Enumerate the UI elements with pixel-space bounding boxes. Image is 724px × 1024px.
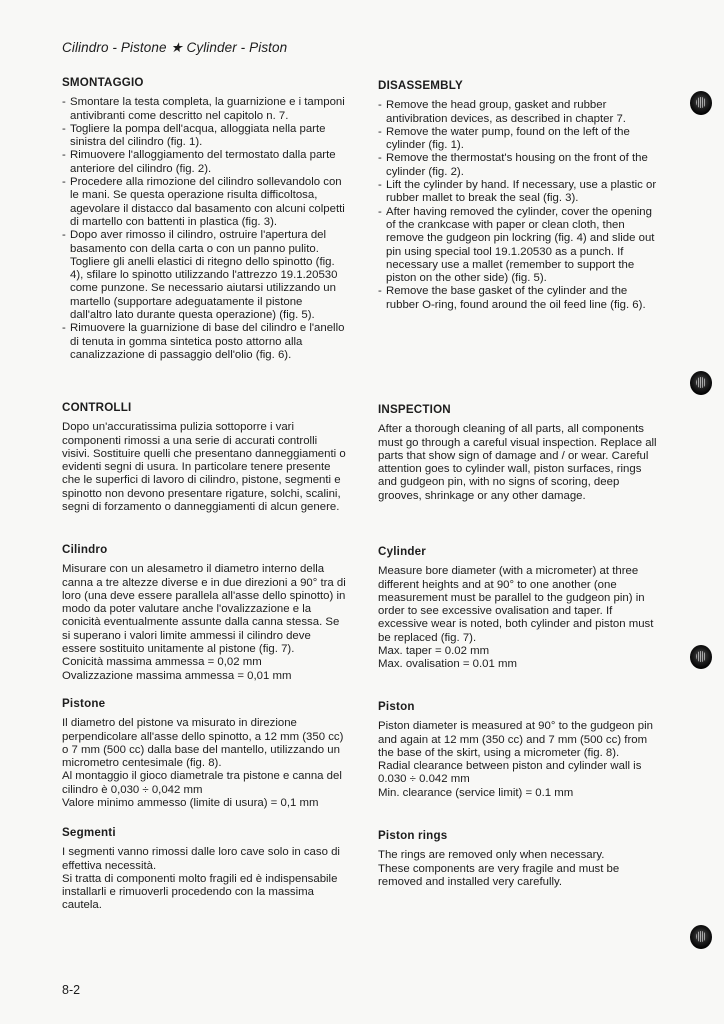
heading-pistone: Pistone xyxy=(62,697,106,710)
section-piston-rings xyxy=(378,829,663,889)
paragraph: The rings are removed only when necessary. xyxy=(378,849,605,862)
spec-line: Max. taper = 0.02 mm xyxy=(378,645,490,658)
list-item: - Remove the base gasket of the cylinder and the rubber O-ring, found around the oil feed line (fig. 6). xyxy=(378,285,663,312)
paragraph: Radial clearance between piston and cylinder wall is 0.030 ÷ 0.042 mm xyxy=(378,760,642,786)
paragraph: Measure bore diameter (with a micrometer) at three different heights and at 90° to one another (one measurement must be parallel to the gudgeon pin) in order to see excessive ovalisation and taper. If excessive wear is noted, both cylinder and piston must be replaced (fig. 7). xyxy=(378,565,654,644)
list-item: - Togliere la pompa dell'acqua, alloggiata nella parte sinistra del cilindro (fig. 1). xyxy=(62,123,347,150)
spec-line: Max. ovalisation = 0.01 mm xyxy=(378,658,517,671)
paragraph: These components are very fragile and must be removed and installed very carefully. xyxy=(378,862,620,888)
section-smontaggio xyxy=(62,76,347,362)
binder-hole-mark xyxy=(690,645,712,669)
list-item: - Remove the thermostat's housing on the front of the cylinder (fig. 2). xyxy=(378,152,663,179)
heading-segmenti: Segmenti xyxy=(62,826,116,839)
binder-hole-mark xyxy=(690,925,712,949)
section-pistone xyxy=(62,697,347,810)
smontaggio-list xyxy=(62,96,347,362)
heading-smontaggio: SMONTAGGIO xyxy=(62,76,144,89)
heading-cilindro: Cilindro xyxy=(62,543,108,556)
section-cylinder xyxy=(378,545,663,672)
heading-cylinder: Cylinder xyxy=(378,545,426,558)
list-item: - Remove the head group, gasket and rubber antivibration devices, as described in chapter 7. xyxy=(378,99,663,126)
paragraph: Piston diameter is measured at 90° to the gudgeon pin and again at 12 mm (350 cc) and 7 mm (500 cc) from the base of the skirt, using a micrometer (fig. 8). xyxy=(378,720,653,759)
list-item: - Lift the cylinder by hand. If necessary, use a plastic or rubber mallet to break the seal (fig. 3). xyxy=(378,179,663,206)
spec-line: Ovalizzazione massima ammessa = 0,01 mm xyxy=(62,669,292,682)
heading-piston: Piston xyxy=(378,700,415,713)
page-number: 8-2 xyxy=(62,983,81,997)
spec-line: Conicità massima ammessa = 0,02 mm xyxy=(62,656,262,669)
list-item: - Rimuovere la guarnizione di base del cilindro e l'anello di tenuta in gomma sintetica posto attorno alla canalizzazione di passaggio dell'olio (fig. 6). xyxy=(62,322,347,362)
section-controlli xyxy=(62,401,347,514)
list-item: - Procedere alla rimozione del cilindro sollevandolo con le mani. Se questa operazione risulta difficoltosa, agevolare il distacco dal basamento con alcuni colpetti di martello con battenti in plastica (fig. 3). xyxy=(62,176,347,229)
paragraph: Al montaggio il gioco diametrale tra pistone e canna del cilindro è 0,030 ÷ 0,042 mm xyxy=(62,770,342,796)
list-item: - Smontare la testa completa, la guarnizione e i tamponi antivibranti come descritto nel capitolo n. 7. xyxy=(62,96,347,123)
binder-hole-mark xyxy=(690,91,712,115)
paragraph: Misurare con un alesametro il diametro interno della canna a tre altezze diverse e in due direzioni a 90° tra di loro (una deve essere parallela all'asse dello spinotto) in modo da poter valutare anche l'ovalizzazione e la conicità eventualmente assunte dalla canna stessa. Se si superano i valori limite ammessi il cilindro deve essere sostituito unitamente al pistone (fig. 7). xyxy=(62,563,346,656)
section-piston xyxy=(378,700,663,800)
heading-disassembly: DISASSEMBLY xyxy=(378,79,463,92)
list-item: - Dopo aver rimosso il cilindro, ostruire l'apertura del basamento con della carta o con un panno pulito. Togliere gli anelli elastici di ritegno dello spinotto (fig. 4), sfilare lo spinotto utilizzando l'attrezzo 19.1.20530 come punzone. Se necessario aiutarsi utilizzando un martello (supportare adeguatamente il pistone dall'altro lato durante questa operazione) (fig. 5). xyxy=(62,229,347,322)
heading-controlli: CONTROLLI xyxy=(62,401,132,414)
section-cilindro xyxy=(62,543,347,683)
list-item: - Remove the water pump, found on the left of the cylinder (fig. 1). xyxy=(378,126,663,153)
spec-line: Min. clearance (service limit) = 0.1 mm xyxy=(378,786,574,799)
section-inspection xyxy=(378,403,663,503)
paragraph: I segmenti vanno rimossi dalle loro cave solo in caso di effettiva necessità. xyxy=(62,846,340,872)
section-disassembly xyxy=(378,79,663,312)
paragraph: Si tratta di componenti molto fragili ed è indispensabile installarli e rimuoverli procedendo con la massima cautela. xyxy=(62,872,338,912)
spec-line: Valore minimo ammesso (limite di usura) = 0,1 mm xyxy=(62,797,319,810)
heading-piston-rings: Piston rings xyxy=(378,829,448,842)
paragraph: Il diametro del pistone va misurato in direzione perpendicolare all'asse dello spinotto, a 12 mm (350 cc) o 7 mm (500 cc) dalla base del mantello, utilizzando un micrometro centesimale (fig. 8). xyxy=(62,717,344,770)
section-segmenti xyxy=(62,826,347,913)
paragraph: After a thorough cleaning of all parts, all components must go through a careful visual inspection. Replace all parts that show sign of damage and / or wear. Careful attention goes to cylinder wall, piston surfaces, rings and gudgeon pin, with no signs of scoring, deep grooves, shrinkage or any other damage. xyxy=(378,423,657,502)
list-item: - After having removed the cylinder, cover the opening of the crankcase with paper or clean cloth, then remove the gudgeon pin lockring (fig. 4) and slide out pin using special tool 19.1.20530 as a punch. If necessary use a mallet (remember to support the piston on the other side) (fig. 5). xyxy=(378,206,663,286)
heading-inspection: INSPECTION xyxy=(378,403,451,416)
paragraph: Dopo un'accuratissima pulizia sottoporre i vari componenti rimossi a una serie di accurati controlli visivi. Sostituire quelli che presentano danneggiamenti o evidenti segni di usura. In particolare tenere presente che le superfici di lavoro di cilindro, pistone, segmenti e spinotto non devono presentare rigature, solchi, scalini, segni di forzamento o danneggiamenti di alcun genere. xyxy=(62,421,346,514)
disassembly-list xyxy=(378,99,663,312)
page-header: Cilindro - Pistone ★ Cylinder - Piston xyxy=(62,40,288,55)
list-item: - Rimuovere l'alloggiamento del termostato dalla parte anteriore del cilindro (fig. 2). xyxy=(62,149,347,176)
binder-hole-mark xyxy=(690,371,712,395)
